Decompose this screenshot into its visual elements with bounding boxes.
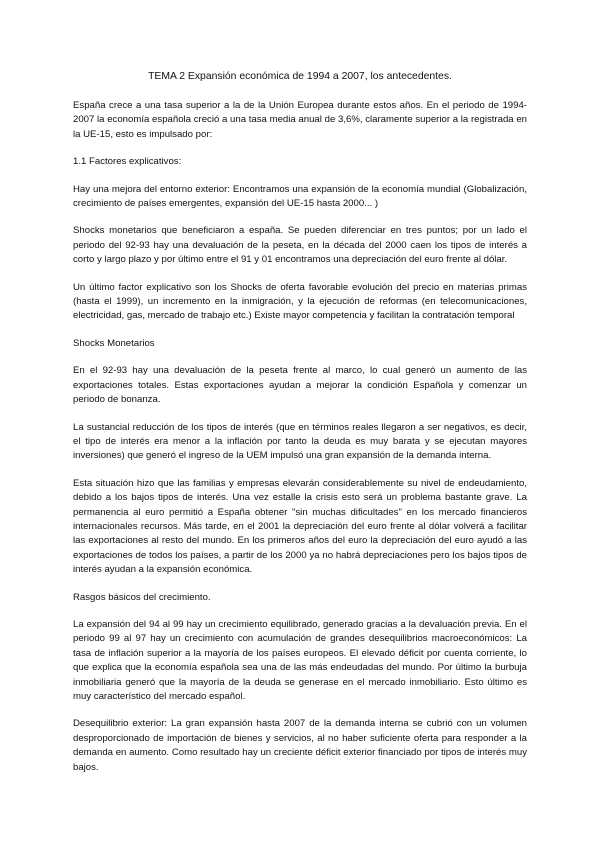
document-page: [73, 70, 527, 788]
paragraph-shocks-monetarios: Shocks monetarios que beneficiaron a españa. Se pueden diferenciar en tres puntos; por un lado el periodo del 92-93 hay una devaluación de la peseta, en la década del 2000 caen los tipos de interés a corto y largo plazo y por último entre el 91 y 01 encontramos una depreciación del euro frente al dólar.: [73, 225, 527, 266]
paragraph-endeudamiento: Esta situación hizo que las familias y empresas elevarán considerablemente su nivel de endeudamiento, debido a los bajos tipos de interés. Una vez estalle la crisis esto será un problema bastante grave. La permanencia al euro permitió a España obtener "sin muchas dificultades" en los mercado financieros internacionales recursos. Más tarde, en el 2001 la depreciación del euro frente al dólar volverá a facilitar las exportaciones al resto del mundo. En los primeros años del euro la depreciación del euro ayudó a las exportaciones de todos los países, a partir de los 2000 ya no habrá depreciaciones pero los bajos tipos de interés ayudan a la expansión económica.: [73, 477, 527, 576]
paragraph-shocks-oferta: Un último factor explicativo son los Shocks de oferta favorable evolución del precio en materias primas (hasta el 1999), un incremento en la inmigración, y la ejecución de reformas (en telecomunicaciones, electricidad, gas, mercado de trabajo etc.) Existe mayor competencia y facilitan la contratación temporal: [73, 281, 527, 322]
paragraph-entorno-exterior: Hay una mejora del entorno exterior: Encontramos una expansión de la economía mundial (Globalización, crecimiento de países emergentes, expansión del UE-15 hasta 2000... ): [73, 183, 527, 210]
intro-paragraph: España crece a una tasa superior a la de la Unión Europea durante estos años. En el periodo de 1994-2007 la economía española creció a una tasa media anual de 3,6%, claramente superior a la registrada en la UE-15, esto es impulsado por:: [73, 100, 527, 140]
paragraph-tipos-interes: La sustancial reducción de los tipos de interés (que en términos reales llegaron a ser negativos, es decir, el tipo de interés era menor a la inflación por tanto la deuda es muy barata y se ejecutan mayores inversiones) que generó el ingreso de la UEM impulsó una gran expansión de la demanda interna.: [73, 421, 527, 462]
paragraph-expansion: La expansión del 94 al 99 hay un crecimiento equilibrado, generado gracias a la devaluación previa. En el periodo 99 al 97 hay un crecimiento con acumulación de grandes desequilibrios macroeconómicos: La tasa de inflación superior a la mayoría de los países europeos. El elevado déficit por cuenta corriente, lo que explica que la economía española sea una de las más endeudadas del mundo. Por último la burbuja inmobiliaria generó que la mayoría de la deuda se generase en el mercado inmobiliario. Esto último es muy característico del mercado español.: [73, 618, 527, 702]
document-title: TEMA 2 Expansión económica de 1994 a 2007, los antecedentes.: [148, 71, 452, 82]
section-heading-shocks-monetarios: Shocks Monetarios: [73, 337, 155, 349]
section-heading-rasgos: Rasgos básicos del crecimiento.: [73, 591, 211, 603]
section-heading-factores: 1.1 Factores explicativos:: [73, 156, 182, 168]
paragraph-devaluacion: En el 92-93 hay una devaluación de la peseta frente al marco, lo cual generó un aumento de las exportaciones totales. Estas exportaciones ayudan a mejorar la condición Española y comenzar un periodo de bonanza.: [73, 365, 527, 406]
paragraph-desequilibrio-exterior: Desequilibrio exterior: La gran expansión hasta 2007 de la demanda interna se cubrió con un volumen desproporcionado de importación de bienes y servicios, al no haber suficiente oferta para responder a la demanda en aumento. Como resultado hay un creciente déficit exterior financiado por tipos de interés muy bajos.: [73, 718, 527, 773]
